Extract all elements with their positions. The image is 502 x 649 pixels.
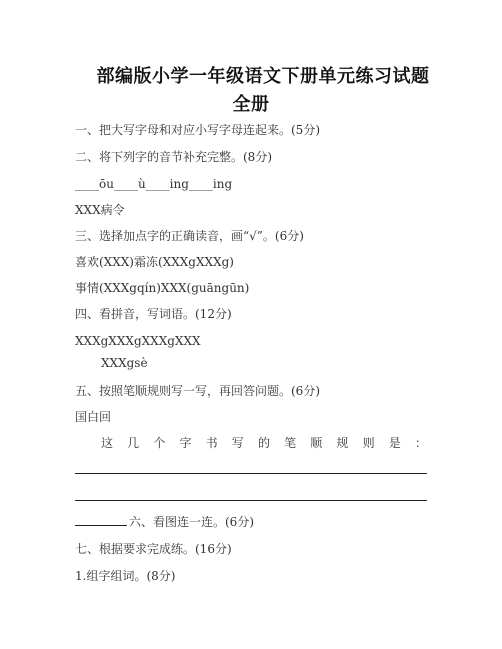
question-char: 是 (388, 436, 401, 450)
page-title-continued: 全册 (232, 94, 270, 115)
section-5-characters: 国白回 (75, 410, 112, 424)
question-char: 的 (257, 436, 270, 450)
question-char: 几 (127, 436, 140, 450)
section-7-heading: 七、根据要求完成练。(16分) (75, 542, 232, 556)
section-4-pinyin-1: XXXgXXXgXXXgXXX (75, 334, 201, 348)
question-char: 这 (101, 436, 114, 450)
question-char: ： (414, 436, 427, 450)
question-char: 字 (179, 436, 192, 450)
section-7-item-1: 1.组字组词。(8分) (75, 569, 176, 583)
answer-line-3 (75, 514, 127, 526)
section-6-heading (75, 514, 254, 530)
section-4-heading: 四、看拼音，写词语。(12分) (75, 307, 232, 321)
section-3-heading: 三、选择加点字的正确读音，画“√”。(6分) (75, 229, 304, 243)
section-3-item-2: 事情(XXXgqín)XXX(guāngūn) (75, 281, 250, 295)
question-char: 笔 (284, 436, 297, 450)
section-2-heading: 二、将下列字的音节补充完整。(8分) (75, 150, 272, 164)
section-6-text: 六、看图连一连。(6分) (129, 515, 254, 529)
question-char: 则 (362, 436, 375, 450)
question-char: 个 (153, 436, 166, 450)
section-4-pinyin-2: XXXgsè (101, 356, 148, 370)
question-char: 书 (205, 436, 218, 450)
section-5-question (101, 434, 427, 451)
section-2-words: XXX病令 (75, 203, 125, 217)
question-char: 写 (231, 436, 244, 450)
question-char: 规 (336, 436, 349, 450)
question-char: 顺 (310, 436, 323, 450)
page-title: 部编版小学一年级语文下册单元练习试题 (96, 66, 430, 87)
section-3-item-1: 喜欢(XXX)霜冻(XXXgXXXg) (75, 255, 234, 269)
answer-line-1 (75, 473, 427, 474)
answer-line-2 (75, 500, 427, 501)
section-2-syllables: ____ōu____ù____ing____ing (75, 177, 233, 191)
section-1-heading: 一、把大写字母和对应小写字母连起来。(5分) (75, 123, 320, 137)
section-5-heading: 五、按照笔顺规则写一写，再回答问题。(6分) (75, 384, 320, 398)
